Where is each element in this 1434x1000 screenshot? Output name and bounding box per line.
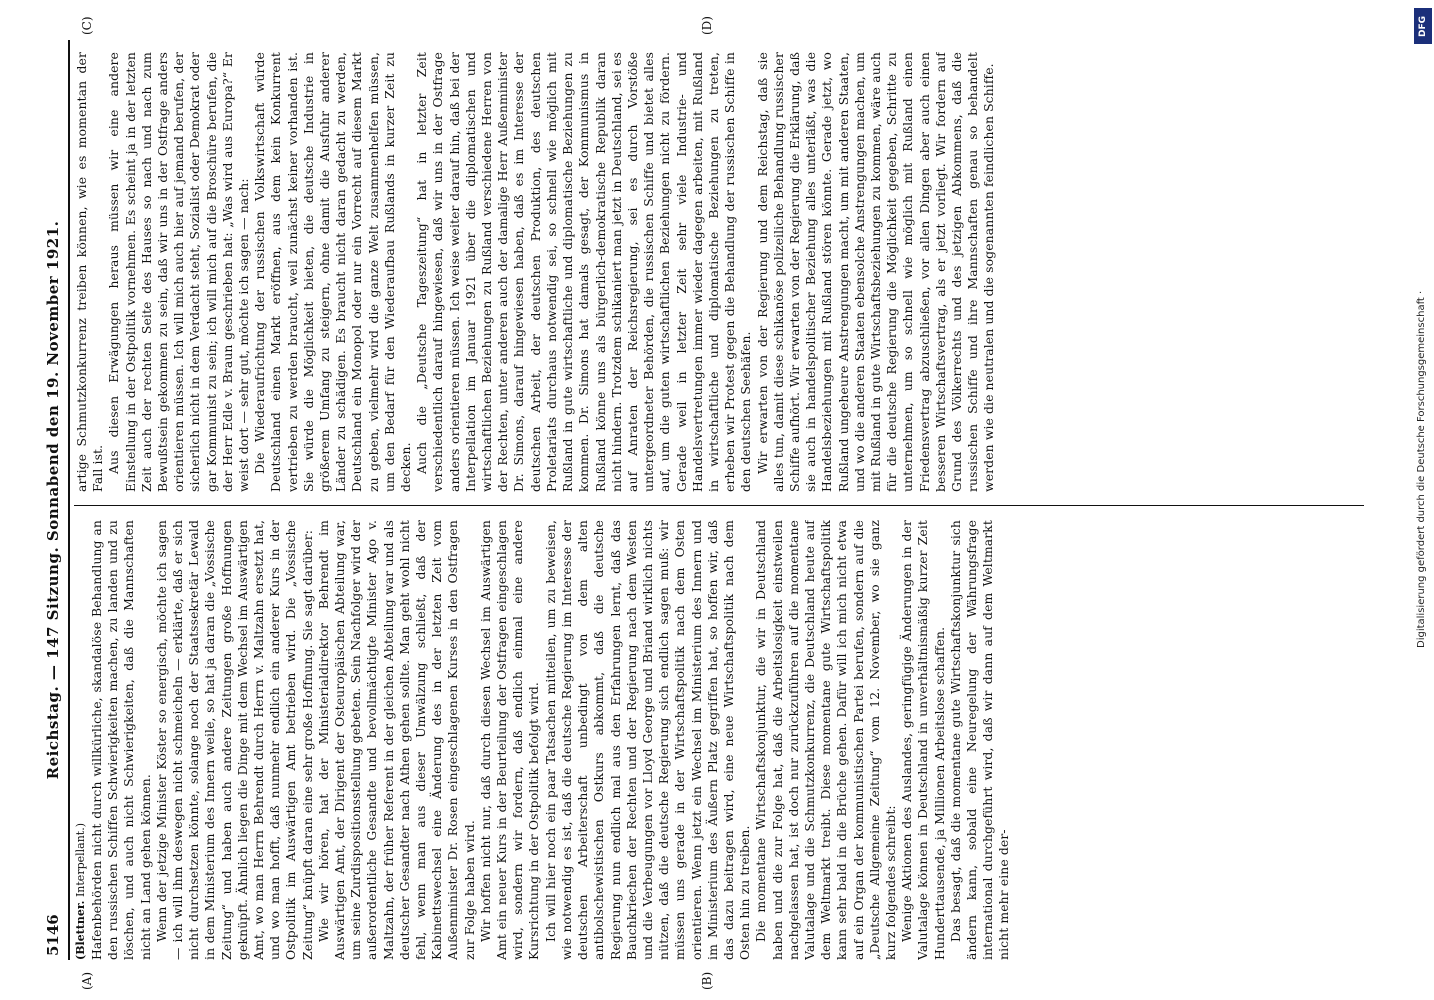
paragraph: Die momentane Wirtschaftskonjunktur, die wir in Deutschland haben und die zur Folge hat, daß die Arbeitslosigkeit einstweilen nachgelassen hat, ist doch nur zurückzuführen auf die momentane Valutalage und die Schmutzkonkurrenz, die Deutschland heute auf dem Weltmarkt treibt. Diese momentane gute Wirtschaftspolitik kann sehr bald in die Brüche gehen. Dafür will ich mich nicht etwa auf ein Organ der kommunistischen Partei berufen, sondern auf die „Deutsche Allgemeine Zeitung“ vom 12. November, wo sie ganz kurz folgendes schreibt:: [753, 520, 898, 960]
header-rule: [68, 40, 70, 960]
paragraph: artige Schmutzkonkurrenz treiben können, wie es momentan der Fall ist.: [74, 52, 106, 492]
page-title: Reichstag. — 147 Sitzung. Sonnabend den 19. November 1921.: [44, 220, 62, 780]
margin-mark-c: (C): [80, 16, 94, 35]
speaker-line: [74, 520, 87, 960]
paragraph: Hafenbehörden nicht durch willkürliche, skandalöse Behandlung an den russischen Schiffen Schwierigkeiten machen, zu landen und zu löschen, und auch nicht Schwierigkeiten, daß die Mannschaften nicht an Land gehen können.: [89, 520, 153, 960]
paragraph: Aus diesen Erwägungen heraus müssen wir eine andere Einstellung in der Ostpolitik vornehmen. Es scheint ja in der letzten Zeit auch der rechten Seite des Hauses so nach und nach zum Bewußtsein gekommen zu sein, daß wir uns in der Ostfrage anders orientieren müssen. Ich will mich auch hier auf jemand berufen, der sicherlich nicht in dem Verdacht steht, Sozialist oder Demokrat oder gar Kommunist zu sein; ich will mich auf die Broschüre berufen, die der Herr Edle v. Braun geschrieben hat: „Was wird aus Europa?“ Er weist dort — sehr gut, möchte ich sagen — nach:: [106, 52, 252, 492]
column-divider: [74, 505, 1364, 506]
dfg-logo: DFG: [1414, 8, 1432, 44]
paragraph: Wir hoffen nicht nur, daß durch diesen Wechsel im Auswärtigen Amt ein neuer Kurs in der Beurteilung der Ostfragen eingeschlagen wird, sondern wir fordern, daß endlich einmal eine andere Kursrichtung in der Ostpolitik befolgt wird.: [477, 520, 542, 960]
quoted-paragraph: Wenige Aktionen des Auslandes, geringfügige Änderungen in der Valutalage können in Deutschland in unverhältnismäßig kurzer Zeit Hunderttausende, ja Millionen Arbeitslose schaffen.: [899, 520, 947, 960]
quoted-paragraph: Die Wiederaufrichtung der russischen Volkswirtschaft würde Deutschland einen Markt eröffnen, aus dem kein Konkurrent vertrieben zu werden braucht, weil zunächst keiner vorhanden ist. Sie würde die Möglichkeit bieten, die deutsche Industrie in größerem Umfang zu steigern, ohne damit die Ausfuhr anderer Länder zu schädigen. Es braucht nicht daran gedacht zu werden, Deutschland ein Monopol oder nur ein Vorrecht auf diesem Markt zu geben, vielmehr wird die ganze Welt zusammenhelfen müssen, um den Bedarf für den Wiederaufbau Rußlands in kurzer Zeit zu decken.: [252, 52, 414, 492]
page-header: [40, 40, 66, 960]
rotated-page-content: [40, 16, 1370, 990]
right-column: [74, 52, 1364, 492]
margin-mark-b: (B): [700, 971, 714, 990]
page-number: 5146: [44, 914, 62, 956]
paragraph: Das besagt, daß die momentane gute Wirtschaftskonjunktur sich ändern kann, sobald eine Neuregelung der Währungsfrage international durchgeführt wird, daß wir dann auf dem Weltmarkt nicht mehr eine der-: [947, 520, 1012, 960]
paragraph: Ich will hier noch ein paar Tatsachen mitteilen, um zu beweisen, wie notwendig es ist, daß die deutsche Regierung im Interesse der deutschen Arbeiterschaft unbedingt von dem alten antibolschewistischen Ostkurs abkommt, daß die deutsche Regierung nun endlich mal aus den Erfahrungen lernt, daß das Bauchkriechen der Rechten und der Regierung nach dem Westen und die Verbeugungen vor Lloyd George und Briand wirklich nichts nützen, daß die deutsche Regierung sich endlich sagen muß: wir müssen uns gerade in der Wirtschaftspolitik nach dem Osten orientieren. Wenn jetzt ein Wechsel im Ministerium des Innern und im Ministerium des Äußern Platz gegriffen hat, so hoffen wir, daß das dazu beitragen wird, eine neue Wirtschaftspolitik nach dem Osten hin zu treiben.: [542, 520, 753, 960]
paragraph: Auch die „Deutsche Tageszeitung“ hat in letzter Zeit verschiedentlich darauf hingewiesen, daß wir uns in der Ostfrage anders orientieren müssen. Ich weise weiter darauf hin, daß bei der Interpellation im Januar 1921 über die diplomatischen und wirtschaftlichen Beziehungen zu Rußland verschiedene Herren von der Rechten, unter anderen auch der damalige Herr Außenminister Dr. Simons, darauf hingewiesen haben, daß es im Interesse der deutschen Arbeit, der deutschen Produktion, des deutschen Proletariats durchaus notwendig sei, so schnell wie möglich mit Rußland in gute wirtschaftliche und diplomatische Beziehungen zu kommen. Dr. Simons hat damals gesagt, der Kommunismus in Rußland könne uns als bürgerlich-demokratische Republik daran nicht hindern. Trotzdem schikaniert man jetzt in Deutschland, sei es auf Anraten der Reichsregierung, sei es durch Vorstöße untergeordneter Behörden, die russischen Schiffe und bietet alles auf, um die guten wirtschaftlichen Beziehungen nicht zu fördern. Gerade weil in letzter Zeit sehr viele Industrie- und Handelsvertretungen immer wieder dagegen arbeiten, mit Rußland in wirtschaftliche und diplomatische Beziehungen zu treten, erheben wir Protest gegen die Behandlung der russischen Schiffe in den deutschen Seehäfen.: [414, 52, 754, 492]
paragraph: Wenn der jetzige Minister Köster so energisch, möchte ich sagen — ich will ihm deswegen nicht schmeicheln — erklärte, daß er sich nicht durchsetzen könnte, solange noch der Staatssekretär Lewald in dem Ministerium des Innern weile, so hat ja daran die „Vossische Zeitung“ und haben auch andere Zeitungen große Hoffnungen geknüpft. Ähnlich liegen die Dinge mit dem Wechsel im Auswärtigen Amt, wo man Herrn Behrendt durch Herrn v. Maltzahn ersetzt hat, und wo man hofft, daß nunmehr endlich ein anderer Kurs in der Ostpolitik im Auswärtigen Amt betrieben wird. Die „Vossische Zeitung“ knüpft daran eine sehr große Hoffnung. Sie sagt darüber:: [153, 520, 315, 960]
digitization-credit: Digitalisierung gefördert durch die Deutsche Forschungsgemeinschaft ·: [1416, 290, 1427, 648]
digitization-sidebar: [1414, 8, 1434, 992]
speaker-role: Interpellant.): [74, 822, 87, 898]
left-column: [74, 520, 1364, 960]
margin-mark-d: (D): [700, 16, 714, 35]
margin-mark-a: (A): [80, 971, 94, 990]
paragraph: Wir erwarten von der Regierung und dem Reichstag, daß sie alles tun, damit diese schikanöse polizeiliche Behandlung russischer Schiffe aufhört. Wir erwarten von der Regierung die Erklärung, daß sie auch in handelspolitischer Beziehung alles unterläßt, was die Handelsbeziehungen mit Rußland stören könnte. Gerade jetzt, wo Rußland ungeheure Anstrengungen macht, um mit anderen Staaten, und wo die anderen Staaten ebensolche Anstrengungen machen, um mit Rußland in gute Wirtschaftsbeziehungen zu kommen, wäre auch für die deutsche Regierung die Möglichkeit gegeben, Schritte zu unternehmen, um so schnell wie möglich mit Rußland einen Friedensvertrag abzuschließen, vor allen Dingen aber auch einen besseren Wirtschaftsvertrag, als er jetzt vorliegt. Wir fordern auf Grund des Völkerrechts und des jetzigen Abkommens, daß die russischen Schiffe und ihre Mannschaften genau so behandelt werden wie die neutralen und die sogenannten feindlichen Schiffe.: [754, 52, 997, 492]
speaker-name: (Blettner.: [74, 900, 87, 960]
quoted-paragraph: Wie wir hören, hat der Ministerialdirektor Behrendt im Auswärtigen Amt, der Dirigent der Osteuropäischen Abteilung war, um seine Zurdispositionsstellung gebeten. Sein Nachfolger wird der außerordentliche Gesandte und bevollmächtigte Minister Ago v. Maltzahn, der früher Referent in der gleichen Abteilung war und als deutscher Gesandter nach Athen gehen sollte. Man geht wohl nicht fehl, wenn man aus dieser Umwälzung schließt, daß der Kabinettswechsel eine Änderung des in der letzten Zeit vom Außenminister Dr. Rosen eingeschlagenen Kurses in den Ostfragen zur Folge haben wird.: [315, 520, 477, 960]
